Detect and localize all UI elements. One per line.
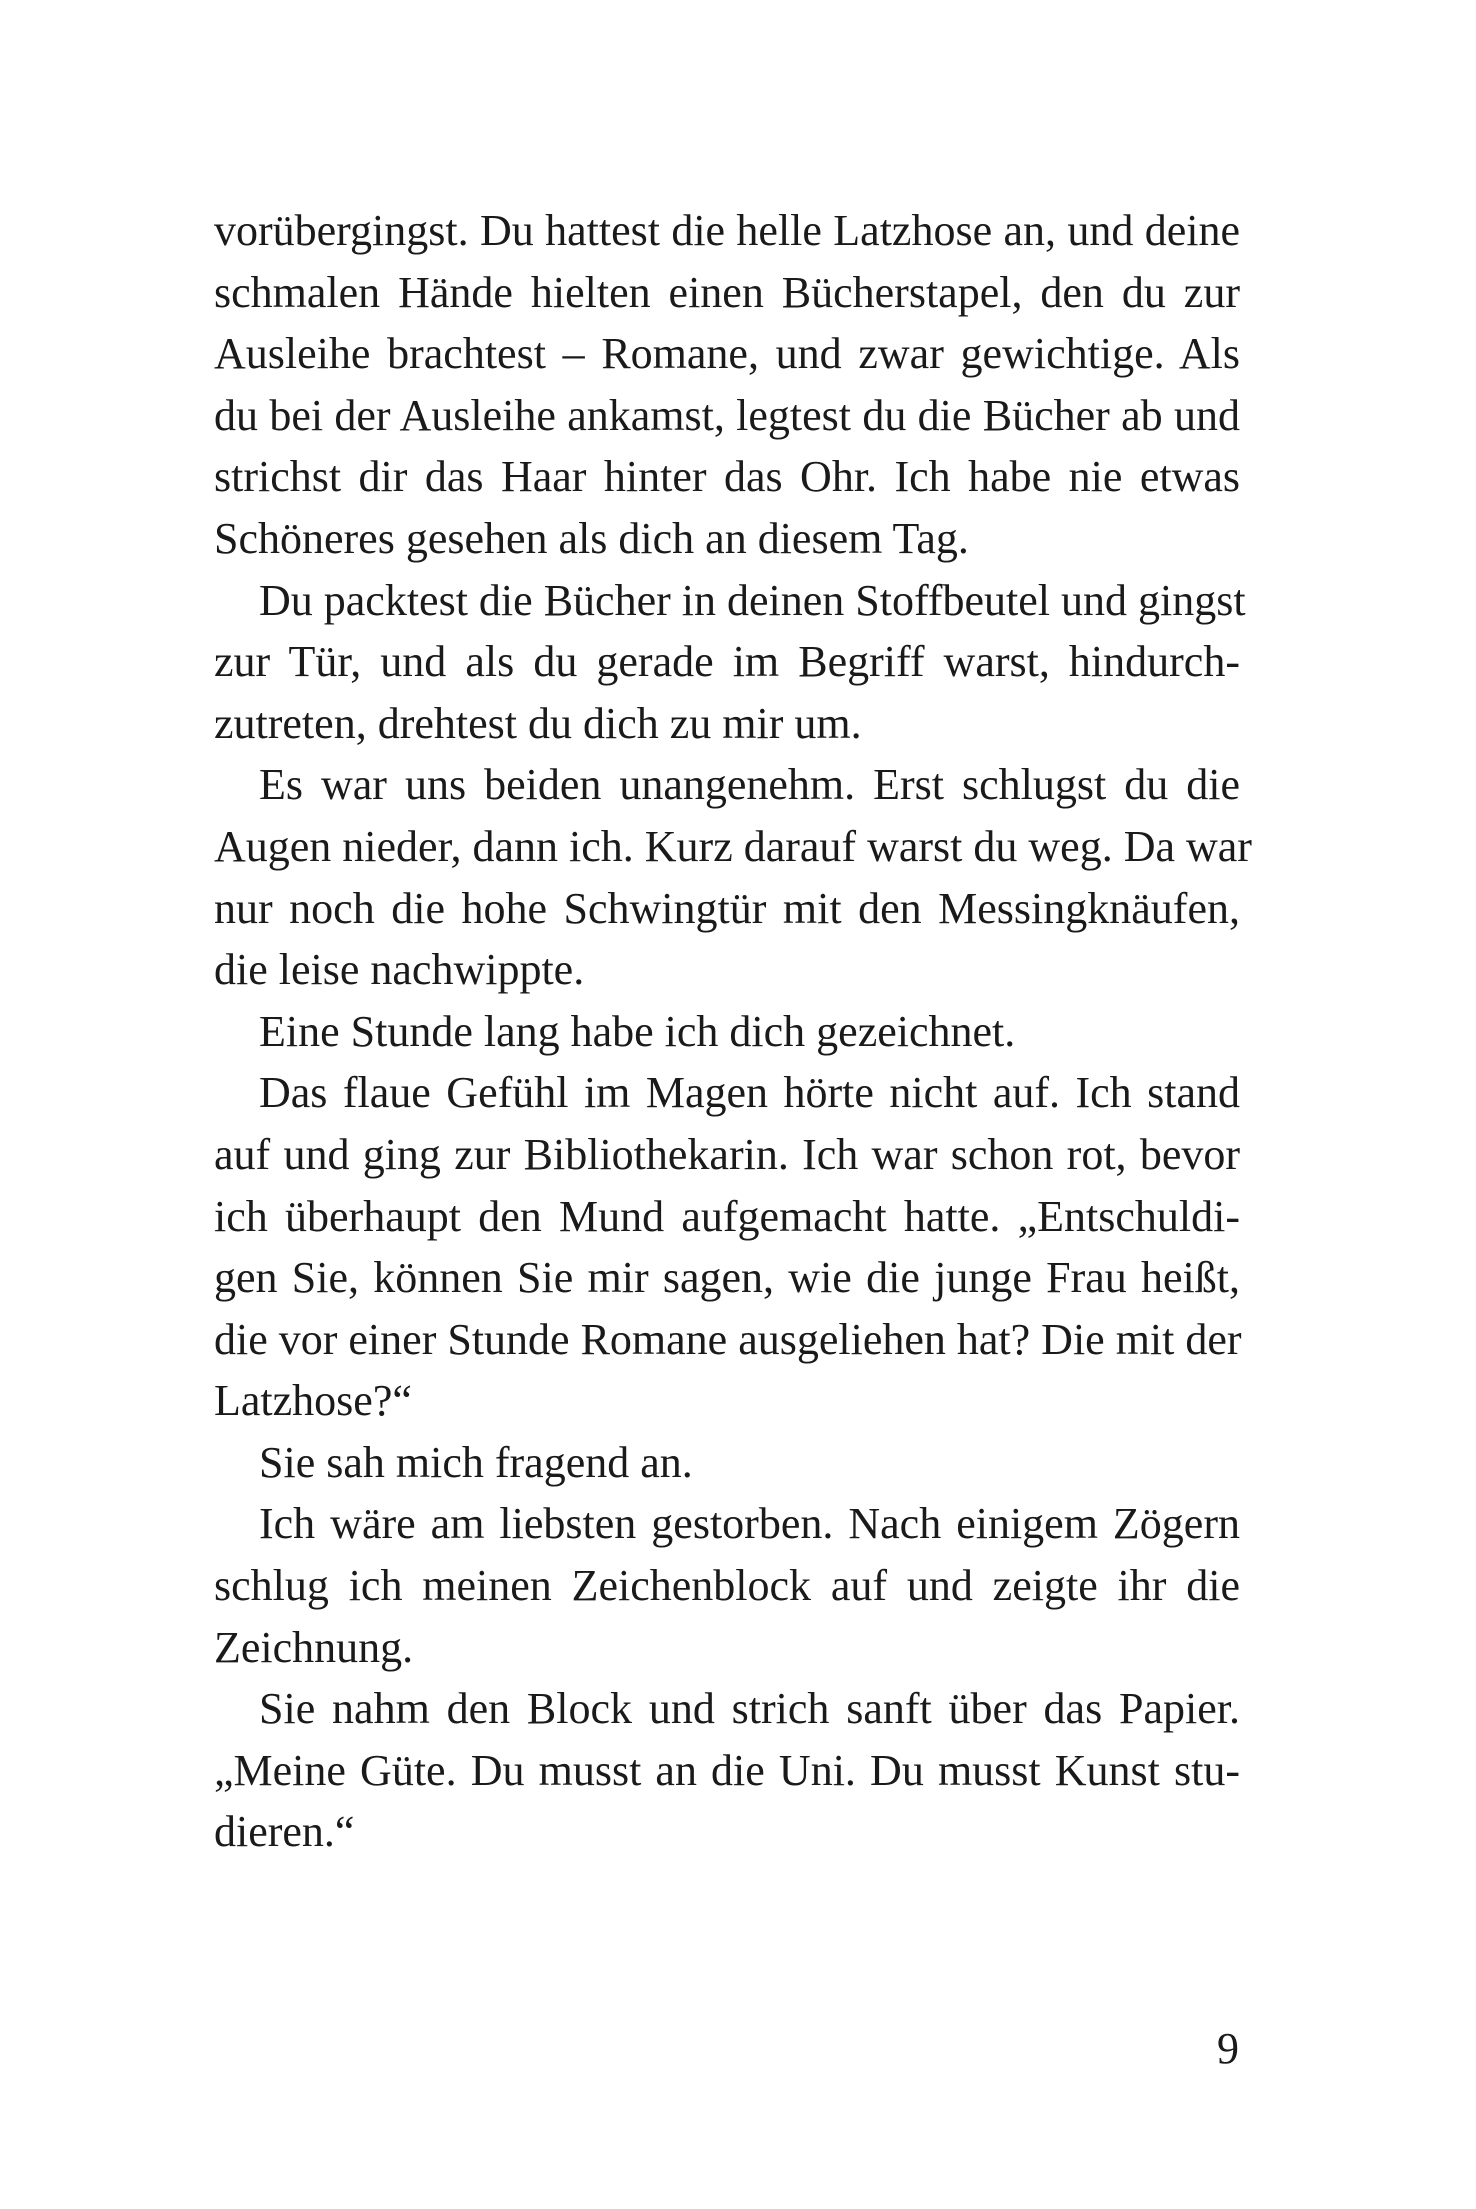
page-number: 9 (1217, 2024, 1239, 2073)
text-line: Du packtest die Bücher in deinen Stoffbeutel und gingst (259, 575, 1246, 625)
text-line: Schöneres gesehen als dich an diesem Tag. (214, 513, 969, 563)
text-line: nur noch die hohe Schwingtür mit den Messingknäufen, (214, 883, 1240, 933)
paragraph (214, 1493, 1240, 1678)
text-line: auf und ging zur Bibliothekarin. Ich war schon rot, bevor (214, 1129, 1240, 1179)
text-line: du bei der Ausleihe ankamst, legtest du die Bücher ab und (214, 390, 1240, 440)
text-line: ich überhaupt den Mund aufgemacht hatte. „Entschuldi- (214, 1191, 1240, 1241)
text-line: Eine Stunde lang habe ich dich gezeichnet. (259, 1006, 1016, 1056)
text-line: zutreten, drehtest du dich zu mir um. (214, 698, 862, 748)
text-line: vorübergingst. Du hattest die helle Latzhose an, und deine (214, 206, 1240, 255)
text-line: gen Sie, können Sie mir sagen, wie die junge Frau heißt, (214, 1253, 1240, 1303)
text-line: strichst dir das Haar hinter das Ohr. Ich habe nie etwas (214, 452, 1240, 502)
text-line: dieren.“ (214, 1807, 355, 1857)
paragraph (214, 1062, 1240, 1432)
text-line: zur Tür, und als du gerade im Begriff warst, hindurch- (214, 637, 1240, 687)
paragraph (214, 1432, 1240, 1494)
text-line: Zeichnung. (214, 1622, 414, 1672)
paragraph (214, 1678, 1240, 1863)
text-line: Ausleihe brachtest – Romane, und zwar gewichtige. Als (214, 329, 1240, 379)
paragraph (214, 754, 1252, 1000)
paragraph (214, 570, 1246, 755)
text-line: Ich wäre am liebsten gestorben. Nach einigem Zögern (259, 1499, 1240, 1549)
text-line: die vor einer Stunde Romane ausgeliehen hat? Die mit der (214, 1314, 1242, 1364)
body-text (214, 200, 1252, 1863)
text-line: Sie sah mich fragend an. (259, 1437, 693, 1487)
text-line: Sie nahm den Block und strich sanft über das Papier. (259, 1684, 1240, 1734)
paragraph (214, 200, 1240, 570)
paragraph (214, 1001, 1240, 1063)
text-line: Latzhose?“ (214, 1376, 412, 1426)
text-line: die leise nachwippte. (214, 945, 585, 995)
text-line: schlug ich meinen Zeichenblock auf und zeigte ihr die (214, 1561, 1240, 1611)
text-line: Das flaue Gefühl im Magen hörte nicht auf. Ich stand (259, 1068, 1240, 1118)
text-line: Augen nieder, dann ich. Kurz darauf warst du weg. Da war (214, 821, 1252, 871)
text-line: „Meine Güte. Du musst an die Uni. Du musst Kunst stu- (214, 1745, 1240, 1795)
text-line: schmalen Hände hielten einen Bücherstapel, den du zur (214, 267, 1240, 317)
text-line: Es war uns beiden unangenehm. Erst schlugst du die (259, 760, 1240, 810)
